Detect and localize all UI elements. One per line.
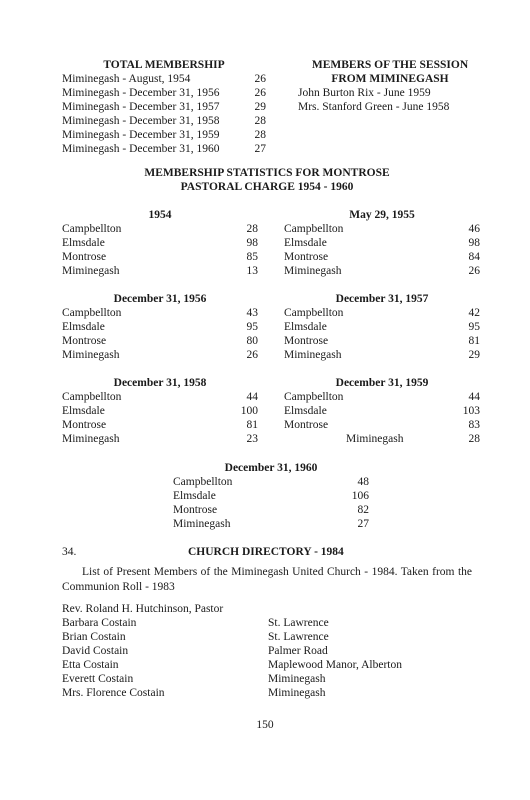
table-row: Montrose 81 bbox=[284, 335, 480, 347]
table-row: Campbellton 46 bbox=[284, 223, 480, 235]
table-row: Campbellton 48 bbox=[173, 476, 369, 488]
list-item: Etta Costain Maplewood Manor, Alberton bbox=[62, 659, 403, 671]
list-item: Barbara Costain St. Lawrence bbox=[62, 617, 329, 629]
table-row: Miminegash 23 bbox=[62, 433, 258, 445]
directory-list bbox=[62, 602, 472, 700]
table-row: Campbellton 44 bbox=[284, 391, 480, 403]
list-item: Miminegash - December 31, 1956 26 bbox=[62, 87, 266, 99]
list-item: Miminegash - August, 1954 26 bbox=[62, 73, 266, 85]
session-heading-line1: MEMBERS OF THE SESSION bbox=[311, 59, 469, 71]
table-row: Montrose 81 bbox=[62, 419, 258, 431]
stats-block bbox=[284, 208, 480, 278]
block-title: December 31, 1960 bbox=[224, 462, 318, 474]
block-title: December 31, 1956 bbox=[113, 293, 207, 305]
list-item: Miminegash - December 31, 1959 28 bbox=[62, 129, 266, 141]
list-item: Miminegash - December 31, 1960 27 bbox=[62, 143, 266, 155]
table-row: Elmsdale 95 bbox=[62, 321, 258, 333]
table-row: Montrose 83 bbox=[284, 419, 480, 431]
table-row: Montrose 85 bbox=[62, 251, 258, 263]
table-row: Campbellton 44 bbox=[62, 391, 258, 403]
table-row: Campbellton 43 bbox=[62, 307, 258, 319]
stats-block bbox=[62, 376, 258, 446]
table-row: Elmsdale 98 bbox=[284, 237, 480, 249]
block-title: December 31, 1957 bbox=[335, 293, 429, 305]
list-item: Mrs. Florence Costain Miminegash bbox=[62, 687, 326, 699]
stats-heading: MEMBERSHIP STATISTICS FOR MONTROSE PASTORAL CHARGE 1954 - 1960 bbox=[144, 167, 390, 193]
session-section bbox=[290, 58, 490, 114]
table-row: Elmsdale 103 bbox=[284, 405, 480, 417]
table-row: Elmsdale 100 bbox=[62, 405, 258, 417]
table-row: Miminegash 26 bbox=[284, 265, 480, 277]
directory-intro: List of Present Members of the Miminegash United Church - 1984. Taken from the Communion Roll - 1983 bbox=[62, 566, 472, 593]
block-title: December 31, 1959 bbox=[335, 377, 429, 389]
list-item: Miminegash - December 31, 1957 29 bbox=[62, 101, 266, 113]
table-row: Montrose 80 bbox=[62, 335, 258, 347]
directory-number: 34. bbox=[62, 546, 77, 558]
list-item: David Costain Palmer Road bbox=[62, 645, 328, 657]
table-row: Miminegash 28 bbox=[346, 433, 480, 445]
pastor-line: Rev. Roland H. Hutchinson, Pastor bbox=[62, 603, 224, 615]
block-title: December 31, 1958 bbox=[113, 377, 207, 389]
table-row: Elmsdale 106 bbox=[173, 490, 369, 502]
total-membership-heading: TOTAL MEMBERSHIP bbox=[103, 59, 225, 71]
list-item: John Burton Rix - June 1959 bbox=[298, 87, 431, 99]
total-membership-section bbox=[62, 58, 266, 156]
stats-block bbox=[173, 461, 369, 531]
table-row: Miminegash 26 bbox=[62, 349, 258, 361]
list-item: Brian Costain St. Lawrence bbox=[62, 631, 329, 643]
list-item: Miminegash - December 31, 1958 28 bbox=[62, 115, 266, 127]
table-row: Miminegash 29 bbox=[284, 349, 480, 361]
table-row: Elmsdale 98 bbox=[62, 237, 258, 249]
stats-block bbox=[284, 376, 480, 446]
table-row: Campbellton 42 bbox=[284, 307, 480, 319]
list-item: Mrs. Stanford Green - June 1958 bbox=[298, 101, 450, 113]
block-title: 1954 bbox=[148, 209, 172, 221]
session-heading-line2: FROM MIMINEGASH bbox=[331, 73, 449, 85]
stats-block bbox=[62, 208, 258, 278]
table-row: Montrose 84 bbox=[284, 251, 480, 263]
table-row: Elmsdale 95 bbox=[284, 321, 480, 333]
table-row: Miminegash 27 bbox=[173, 518, 369, 530]
table-row: Campbellton 28 bbox=[62, 223, 258, 235]
stats-block bbox=[62, 292, 258, 362]
table-row: Montrose 82 bbox=[173, 504, 369, 516]
block-title: May 29, 1955 bbox=[349, 209, 415, 221]
stats-block bbox=[284, 292, 480, 362]
directory-heading: CHURCH DIRECTORY - 1984 bbox=[188, 546, 344, 558]
list-item: Everett Costain Miminegash bbox=[62, 673, 326, 685]
table-row: Miminegash 13 bbox=[62, 265, 258, 277]
page-number: 150 bbox=[256, 719, 274, 731]
